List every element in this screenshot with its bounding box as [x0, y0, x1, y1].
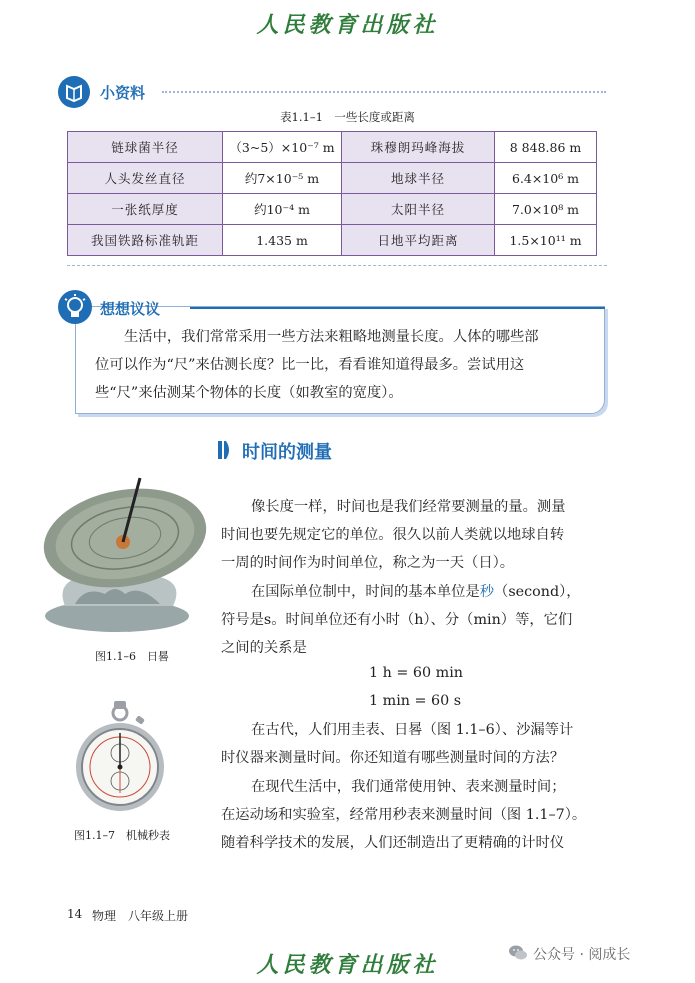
table-row: [68, 194, 597, 225]
table-cell: 7.0×10⁸ m: [495, 194, 597, 225]
divider: [67, 265, 607, 266]
figure-caption: 图1.1–6 日晷: [95, 650, 169, 663]
sundial-image: [25, 476, 210, 638]
book-title: 物理 八年级上册: [92, 909, 189, 923]
body-line: 时仪器来测量时间。你还知道有哪些测量时间的方法？: [221, 750, 565, 766]
think-title: 想想议议: [100, 300, 161, 318]
publisher-logo: 人民教育出版社: [256, 952, 439, 978]
table-cell: 日地平均距离: [342, 225, 495, 256]
table-cell: 约10⁻⁴ m: [223, 194, 342, 225]
figure-caption: 图1.1–7 机械秒表: [74, 829, 170, 842]
lightbulb-icon: [58, 290, 92, 324]
table-row: [68, 132, 597, 163]
sidebar-title: 小资料: [100, 84, 146, 102]
body-line: 随着科学技术的发展，人们还制造出了更精确的计时仪: [221, 835, 565, 851]
book-icon: [58, 76, 90, 108]
page-number: 14: [67, 907, 83, 921]
think-line: 生活中，我们常常采用一些方法来粗略地测量长度。人体的哪些部: [124, 329, 539, 345]
wechat-icon: [508, 944, 528, 962]
equation: 1 min = 60 s: [369, 693, 462, 709]
table-cell: 珠穆朗玛峰海拔: [342, 132, 495, 163]
table-cell: 一张纸厚度: [68, 194, 223, 225]
equation: 1 h = 60 min: [369, 665, 463, 681]
table-cell: 8 848.86 m: [495, 132, 597, 163]
table-cell: （3~5）×10⁻⁷ m: [223, 132, 342, 163]
stopwatch-image: [74, 699, 166, 821]
think-line: 些“尺”来估测某个物体的长度（如教室的宽度）。: [95, 385, 403, 401]
section-marker-icon: [218, 441, 232, 459]
think-line: 位可以作为“尺”来估测长度？比一比，看看谁知道得最多。尝试用这: [95, 357, 525, 373]
body-text: （second），: [494, 584, 581, 600]
body-line: 时间也要先规定它的单位。很久以前人类就以地球自转: [221, 527, 565, 543]
body-line: 在古代，人们用圭表、日晷（图 1.1–6）、沙漏等计: [251, 722, 574, 738]
table-cell: 6.4×10⁶ m: [495, 163, 597, 194]
body-line: 在现代生活中，我们通常使用钟、表来测量时间；: [251, 779, 566, 795]
table-cell: 链球菌半径: [68, 132, 223, 163]
length-table: [67, 131, 597, 256]
body-line: 之间的关系是: [221, 640, 307, 656]
body-line: 符号是s。时间单位还有小时（h）、分（min）等，它们: [221, 612, 573, 628]
body-line: 一周的时间作为时间单位，称之为一天（日）。: [221, 555, 515, 571]
table-cell: 人头发丝直径: [68, 163, 223, 194]
table-cell: 我国铁路标准轨距: [68, 225, 223, 256]
body-line: [251, 578, 581, 607]
table-cell: 1.5×10¹¹ m: [495, 225, 597, 256]
keyword-second: 秒: [479, 584, 495, 600]
body-line: 像长度一样，时间也是我们经常要测量的量。测量: [251, 499, 566, 515]
table-row: [68, 163, 597, 194]
divider: [190, 307, 605, 309]
table-caption: 表1.1–1 一些长度或距离: [280, 110, 415, 124]
table-cell: 1.435 m: [223, 225, 342, 256]
section-title: 时间的测量: [242, 442, 332, 463]
table-row: [68, 225, 597, 256]
divider: [162, 91, 606, 93]
table-cell: 太阳半径: [342, 194, 495, 225]
body-text: 在国际单位制中，时间的基本单位是: [251, 584, 480, 600]
body-line: 在运动场和实验室，经常用秒表来测量时间（图 1.1–7）。: [221, 807, 587, 823]
table-cell: 约7×10⁻⁵ m: [223, 163, 342, 194]
publisher-logo: 人民教育出版社: [256, 12, 439, 38]
watermark: 公众号 · 阅成长: [533, 947, 631, 963]
table-cell: 地球半径: [342, 163, 495, 194]
